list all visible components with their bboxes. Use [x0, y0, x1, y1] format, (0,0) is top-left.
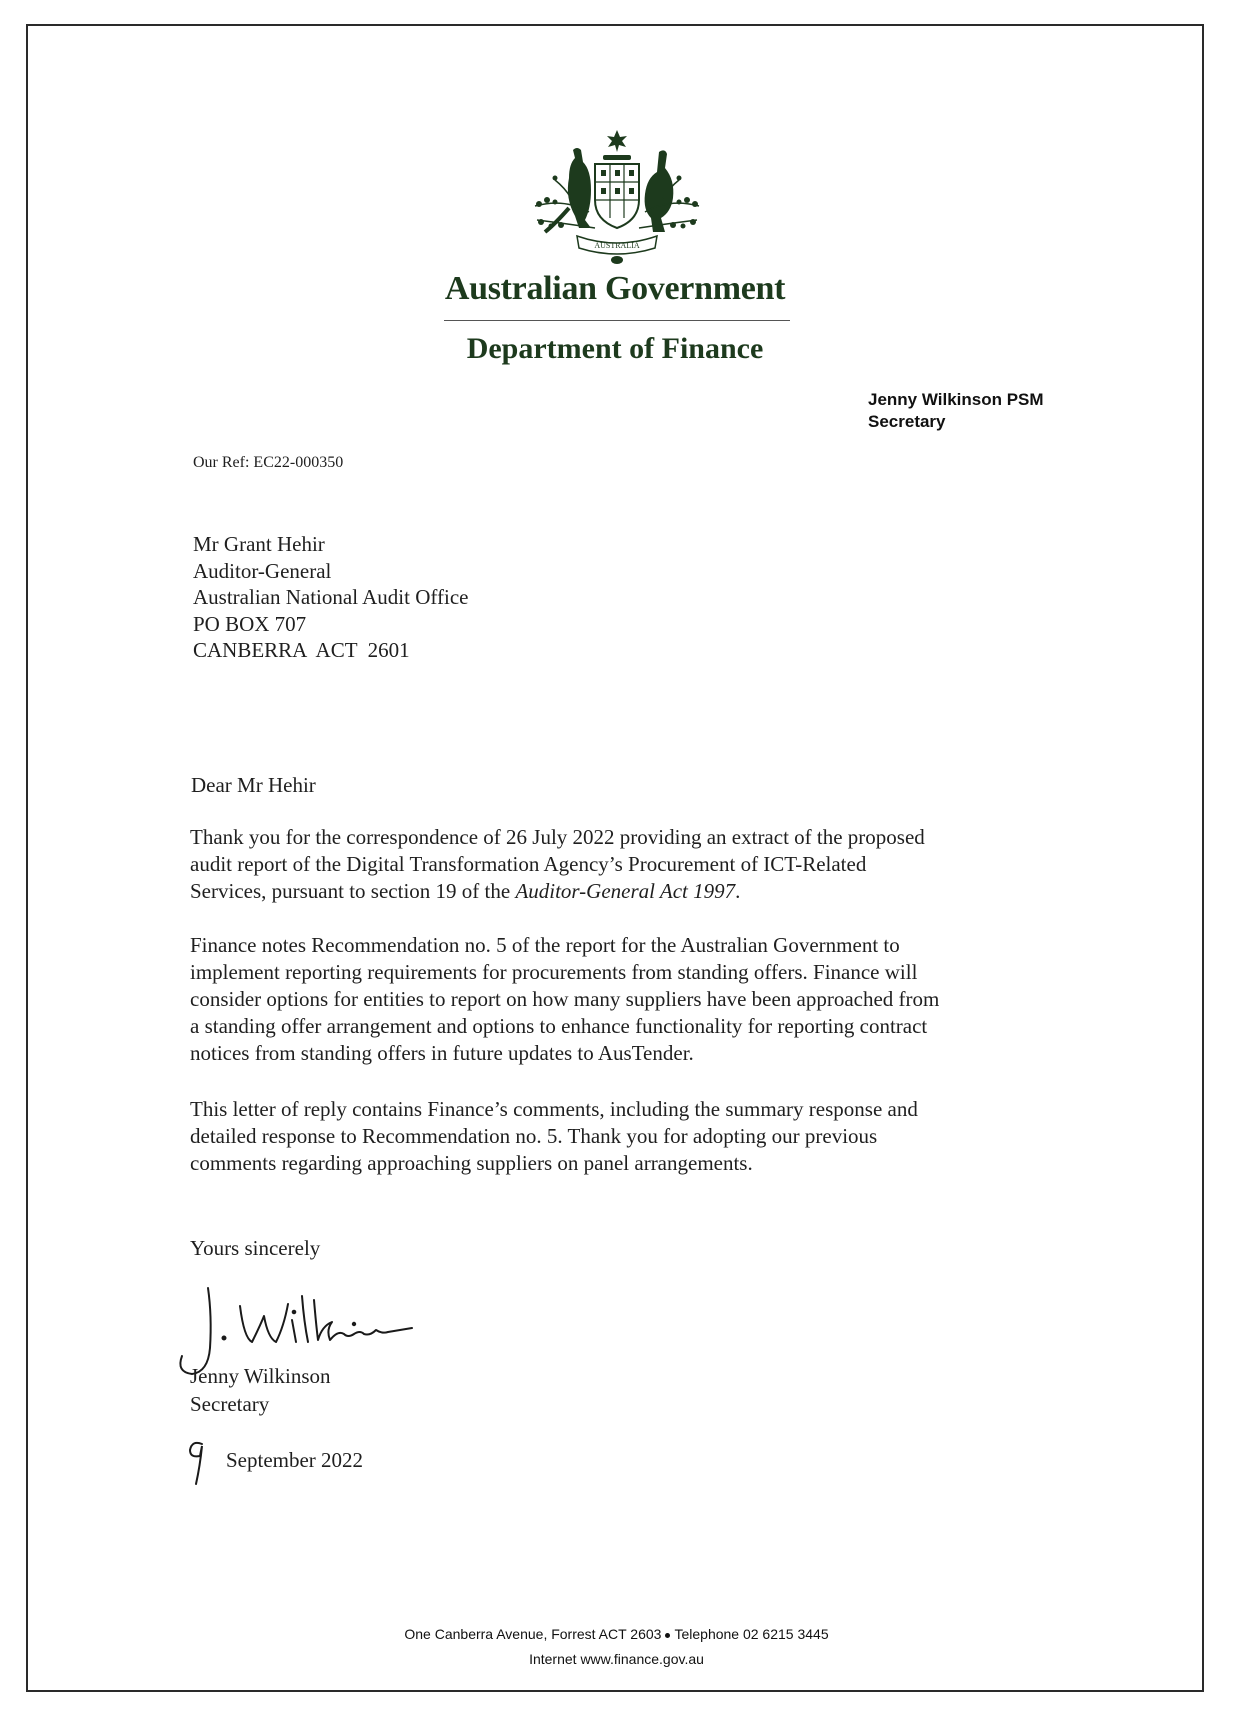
signer-block	[190, 1362, 331, 1418]
footer-internet: Internet www.finance.gov.au	[529, 1651, 704, 1667]
coat-of-arms-icon	[525, 128, 709, 268]
bullet-icon	[665, 1633, 670, 1638]
paragraph-text: Services, pursuant to section 19 of the	[190, 879, 516, 903]
date-month-year: September 2022	[226, 1448, 364, 1472]
footer-contact	[0, 1626, 1233, 1642]
paragraph-line: consider options for entities to report on how many suppliers have been approached from	[190, 987, 940, 1011]
government-name: Australian Government	[444, 270, 786, 307]
address-line: Auditor-General	[193, 558, 332, 583]
crest-motto: AUSTRALIA	[594, 241, 640, 250]
signer-name: Jenny Wilkinson	[190, 1364, 331, 1388]
paragraph-line: detailed response to Recommendation no. 5. Thank you for adopting our previous	[190, 1124, 878, 1148]
body-paragraph-2	[190, 932, 1070, 1067]
address-line: PO BOX 707	[193, 611, 307, 636]
paragraph-line	[190, 878, 1070, 905]
paragraph-line: implement reporting requirements for procurements from standing offers. Finance will	[190, 960, 918, 984]
sender-block	[868, 389, 1044, 433]
department-name: Department of Finance	[466, 332, 764, 365]
address-line: Mr Grant Hehir	[193, 532, 325, 556]
reference-number: Our Ref: EC22-000350	[193, 454, 344, 471]
salutation: Dear Mr Hehir	[191, 773, 316, 797]
address-line: Australian National Audit Office	[193, 585, 469, 609]
paragraph-line: This letter of reply contains Finance’s comments, including the summary response and	[190, 1097, 918, 1121]
recipient-address	[193, 531, 468, 664]
act-title: Auditor-General Act 1997	[515, 879, 736, 903]
sender-name: Jenny Wilkinson PSM	[868, 390, 1044, 409]
handwritten-day	[184, 1436, 210, 1488]
body-paragraph-3	[190, 1096, 1070, 1177]
footer-address: One Canberra Avenue, Forrest ACT 2603	[404, 1626, 662, 1642]
signer-title: Secretary	[190, 1392, 270, 1416]
paragraph-line: a standing offer arrangement and options to enhance functionality for reporting contract	[190, 1014, 928, 1038]
paragraph-line: Finance notes Recommendation no. 5 of the report for the Australian Government to	[190, 933, 900, 957]
paragraph-line: notices from standing offers in future updates to AusTender.	[190, 1041, 694, 1065]
paragraph-line: comments regarding approaching suppliers on panel arrangements.	[190, 1151, 753, 1175]
paragraph-text: .	[735, 879, 741, 903]
letterhead-divider	[444, 320, 790, 321]
paragraph-line: audit report of the Digital Transformation Agency’s Procurement of ICT-Related	[190, 852, 867, 876]
body-paragraph-1	[190, 824, 1070, 905]
address-line: CANBERRA ACT 2601	[193, 638, 410, 662]
sender-title: Secretary	[868, 412, 946, 431]
closing: Yours sincerely	[190, 1236, 321, 1260]
footer-telephone: Telephone 02 6215 3445	[674, 1626, 829, 1642]
paragraph-line: Thank you for the correspondence of 26 July 2022 providing an extract of the proposed	[190, 825, 925, 849]
